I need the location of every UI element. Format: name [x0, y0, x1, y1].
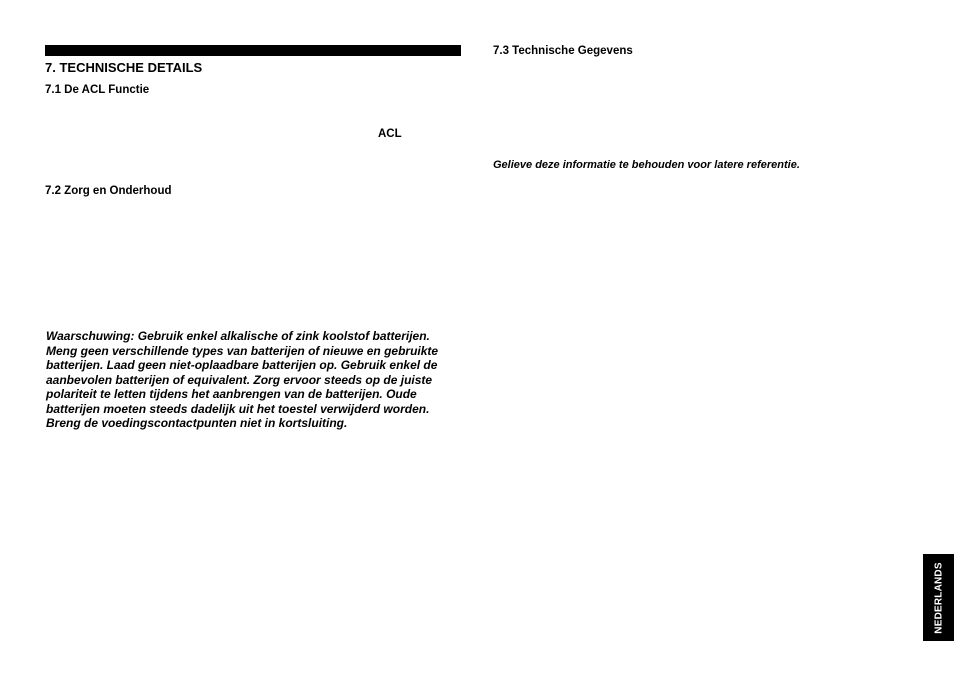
- section-title: 7. TECHNISCHE DETAILS: [45, 60, 203, 75]
- acl-label: ACL: [378, 128, 402, 140]
- care-maintenance-heading: 7.2 Zorg en Onderhoud: [45, 185, 172, 197]
- section-header-bar: [45, 45, 461, 56]
- retain-information-notice: Gelieve deze informatie te behouden voor latere referentie.: [493, 159, 800, 171]
- battery-warning-text: Waarschuwing: Gebruik enkel alkalische of zink koolstof batterijen. Meng geen verschillende types van batterijen of nieuwe en gebruikte batterijen. Laad geen niet-oplaadbare batterijen op. Gebruik enkel de aanbevolen batterijen of equivalent. Zorg ervoor steeds op de juiste polariteit te letten tijdens het aanbrengen van de batterijen. Oude batterijen moeten steeds dadelijk uit het toestel verwijderd worden. Breng de voedingscontactpunten niet in kortsluiting.: [46, 329, 439, 430]
- technical-data-heading: 7.3 Technische Gegevens: [493, 45, 633, 57]
- language-tab-label: NEDERLANDS: [933, 561, 944, 634]
- acl-function-heading: 7.1 De ACL Functie: [45, 84, 150, 96]
- language-tab: [923, 554, 954, 641]
